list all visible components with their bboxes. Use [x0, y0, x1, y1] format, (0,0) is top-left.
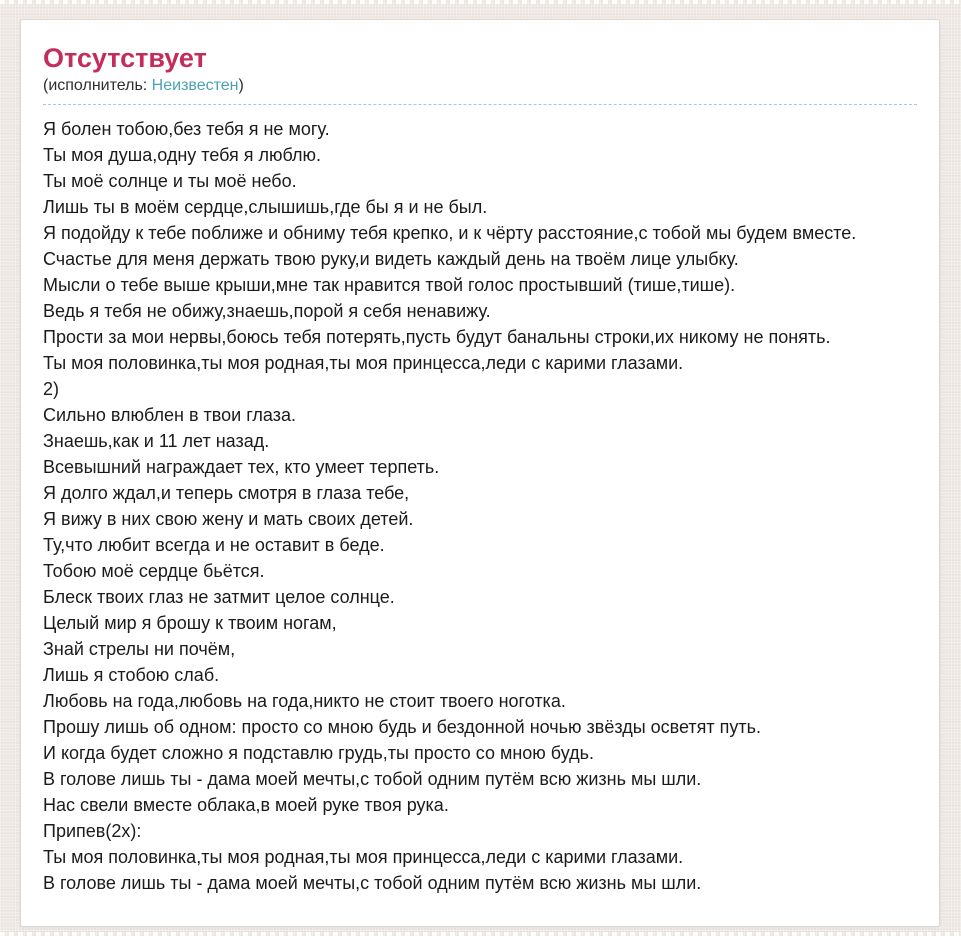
- lyrics-card: [20, 19, 940, 927]
- lyric-line: Тобою моё сердце бьётся.: [43, 561, 265, 581]
- lyric-line: Я вижу в них свою жену и мать своих детей.: [43, 509, 414, 529]
- lyric-line: Знаешь,как и 11 лет назад.: [43, 431, 270, 451]
- lyric-line: Ту,что любит всегда и не оставит в беде.: [43, 535, 385, 555]
- lyric-line: Прошу лишь об одном: просто со мною будь и бездонной ночью звёзды осветят путь.: [43, 717, 762, 737]
- lyric-line: Ты моё солнце и ты моё небо.: [43, 171, 297, 191]
- lyric-line: Счастье для меня держать твою руку,и видеть каждый день на твоём лице улыбку.: [43, 249, 739, 269]
- lyric-line: Прости за мои нервы,боюсь тебя потерять,пусть будут банальны строки,их никому не понять.: [43, 327, 831, 347]
- lyric-line: Ты моя половинка,ты моя родная,ты моя принцесса,леди с карими глазами.: [43, 353, 684, 373]
- artist-label-suffix: ): [238, 77, 244, 94]
- artist-link[interactable]: Неизвестен: [151, 77, 239, 94]
- lyric-line: Я подойду к тебе поближе и обниму тебя крепко, и к чёрту расстояние,с тобой мы будем вместе.: [43, 223, 857, 243]
- lyric-line: Сильно влюблен в твои глаза.: [43, 405, 296, 425]
- lyric-line: Блеск твоих глаз не затмит целое солнце.: [43, 587, 395, 607]
- lyric-line: Лишь я стобою слаб.: [43, 665, 220, 685]
- lyrics-text: [43, 116, 917, 896]
- lyric-line: Знай стрелы ни почём,: [43, 639, 236, 659]
- lyric-line: Ты моя душа,одну тебя я люблю.: [43, 145, 322, 165]
- lyric-line: В голове лишь ты - дама моей мечты,с тобой одним путём всю жизнь мы шли.: [43, 873, 702, 893]
- lyric-line: Ты моя половинка,ты моя родная,ты моя принцесса,леди с карими глазами.: [43, 847, 684, 867]
- artist-label: (исполнитель:: [43, 77, 152, 94]
- lyric-line: Мысли о тебе выше крыши,мне так нравится твой голос простывший (тише,тише).: [43, 275, 736, 295]
- lyric-line: Лишь ты в моём сердце,слышишь,где бы я и не был.: [43, 197, 488, 217]
- lyric-line: Припев(2x):: [43, 821, 142, 841]
- lyric-line: Нас свели вместе облака,в моей руке твоя рука.: [43, 795, 449, 815]
- lyric-line: Я болен тобою,без тебя я не могу.: [43, 119, 330, 139]
- lyric-line: 2): [43, 379, 60, 399]
- lyric-line: Всевышний награждает тех, кто умеет терпеть.: [43, 457, 440, 477]
- lyric-line: Ведь я тебя не обижу,знаешь,порой я себя ненавижу.: [43, 301, 491, 321]
- page-title: Отсутствует: [43, 43, 207, 73]
- lyric-line: В голове лишь ты - дама моей мечты,с тобой одним путём всю жизнь мы шли.: [43, 769, 702, 789]
- lyric-line: Любовь на года,любовь на года,никто не стоит твоего ноготка.: [43, 691, 566, 711]
- artist-line: [43, 76, 917, 105]
- lyric-line: Я долго ждал,и теперь смотря в глаза тебе,: [43, 483, 410, 503]
- lyric-line: И когда будет сложно я подставлю грудь,ты просто со мною будь.: [43, 743, 595, 763]
- lyric-line: Целый мир я брошу к твоим ногам,: [43, 613, 337, 633]
